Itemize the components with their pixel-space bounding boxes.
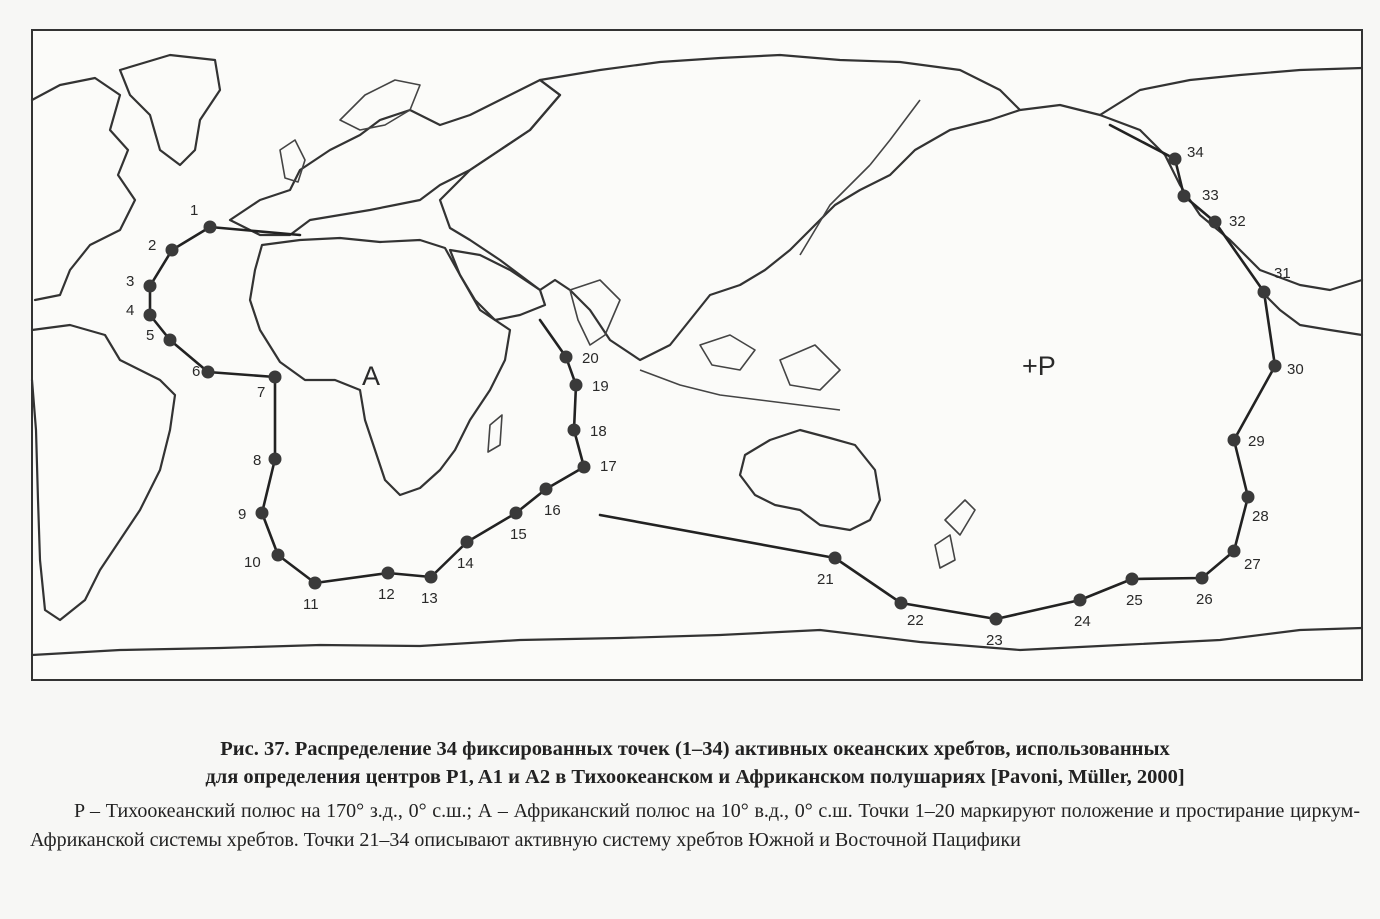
- ridge-point-34: [1169, 153, 1182, 166]
- ridge-point-26: [1196, 572, 1209, 585]
- ridge-point-label-17: 17: [600, 458, 617, 475]
- ridge-point-32: [1209, 216, 1222, 229]
- caption-body: P – Тихоокеанский полюс на 170° з.д., 0° с.ш.; А – Африканский полюс на 10° в.д., 0° с.ш. Точки 1–20 маркируют положение и простирание циркум-Африканской системы хребтов. Точки 21–34 описывают активную систему хребтов Южной и Восточной Пацифики: [30, 800, 1360, 851]
- ridge-point-label-3: 3: [126, 273, 135, 290]
- ridge-point-6: [202, 366, 215, 379]
- ridge-point-label-10: 10: [244, 554, 261, 571]
- ridge-point-label-21: 21: [817, 571, 834, 588]
- map-frame: [32, 30, 1362, 680]
- ridge-point-label-11: 11: [303, 596, 319, 613]
- ridge-point-label-6: 6: [192, 363, 201, 380]
- ridge-point-7: [269, 371, 282, 384]
- ridge-point-label-1: 1: [190, 202, 199, 219]
- ridge-point-28: [1242, 491, 1255, 504]
- ridge-point-5: [164, 334, 177, 347]
- ridge-point-10: [272, 549, 285, 562]
- ridge-point-2: [166, 244, 179, 257]
- ridge-point-31: [1258, 286, 1271, 299]
- ridge-point-label-13: 13: [421, 590, 438, 607]
- ridge-point-label-9: 9: [238, 506, 247, 523]
- ridge-point-14: [461, 536, 474, 549]
- ridge-point-label-34: 34: [1187, 144, 1204, 161]
- ridge-point-30: [1269, 360, 1282, 373]
- ridge-point-label-24: 24: [1074, 613, 1091, 630]
- ridge-point-label-28: 28: [1252, 508, 1269, 525]
- ridge-point-18: [568, 424, 581, 437]
- ridge-point-20: [560, 351, 573, 364]
- ridge-point-13: [425, 571, 438, 584]
- ridge-point-label-30: 30: [1287, 361, 1304, 378]
- ridge-point-label-2: 2: [148, 237, 157, 254]
- ridge-point-label-23: 23: [986, 632, 1003, 649]
- ridge-point-label-12: 12: [378, 586, 395, 603]
- ridge-point-label-33: 33: [1202, 187, 1219, 204]
- ridge-point-label-7: 7: [257, 384, 266, 401]
- ridge-point-label-14: 14: [457, 555, 474, 572]
- ridge-point-4: [144, 309, 157, 322]
- ridge-point-21: [829, 552, 842, 565]
- ridge-point-label-4: 4: [126, 302, 135, 319]
- ridge-point-label-20: 20: [582, 350, 599, 367]
- ridge-point-19: [570, 379, 583, 392]
- ridge-point-29: [1228, 434, 1241, 447]
- pole-label-p: +P: [1022, 351, 1056, 381]
- ridge-point-label-31: 31: [1274, 265, 1291, 282]
- ridge-point-15: [510, 507, 523, 520]
- ridge-point-12: [382, 567, 395, 580]
- ridge-point-9: [256, 507, 269, 520]
- caption-title-line1: Рис. 37. Распределение 34 фиксированных точек (1–34) активных океанских хребтов, использованных: [220, 738, 1170, 760]
- ridge-point-23: [990, 613, 1003, 626]
- ridge-point-33: [1178, 190, 1191, 203]
- ridge-point-label-16: 16: [544, 502, 561, 519]
- ridge-point-label-32: 32: [1229, 213, 1246, 230]
- ridge-point-27: [1228, 545, 1241, 558]
- pole-label-a: A: [362, 361, 381, 391]
- ridge-point-label-5: 5: [146, 327, 155, 344]
- ridge-point-label-8: 8: [253, 452, 262, 469]
- ridge-point-label-22: 22: [907, 612, 924, 629]
- ridge-point-label-19: 19: [592, 378, 609, 395]
- ridge-point-label-25: 25: [1126, 592, 1143, 609]
- ridge-point-8: [269, 453, 282, 466]
- ridge-point-label-15: 15: [510, 526, 527, 543]
- ridge-point-16: [540, 483, 553, 496]
- ridge-point-11: [309, 577, 322, 590]
- ridge-point-3: [144, 280, 157, 293]
- ridge-point-1: [204, 221, 217, 234]
- caption-title-line2: для определения центров P1, A1 и A2 в Тихоокеанском и Африканском полушариях [Pavoni, Müller, 2000]: [205, 766, 1185, 788]
- ridge-point-24: [1074, 594, 1087, 607]
- ridge-point-22: [895, 597, 908, 610]
- ridge-point-17: [578, 461, 591, 474]
- ridge-point-label-26: 26: [1196, 591, 1213, 608]
- figure-caption: [30, 735, 1360, 855]
- ridge-point-label-18: 18: [590, 423, 607, 440]
- ridge-point-25: [1126, 573, 1139, 586]
- ridge-point-label-27: 27: [1244, 556, 1261, 573]
- ridge-point-label-29: 29: [1248, 433, 1265, 450]
